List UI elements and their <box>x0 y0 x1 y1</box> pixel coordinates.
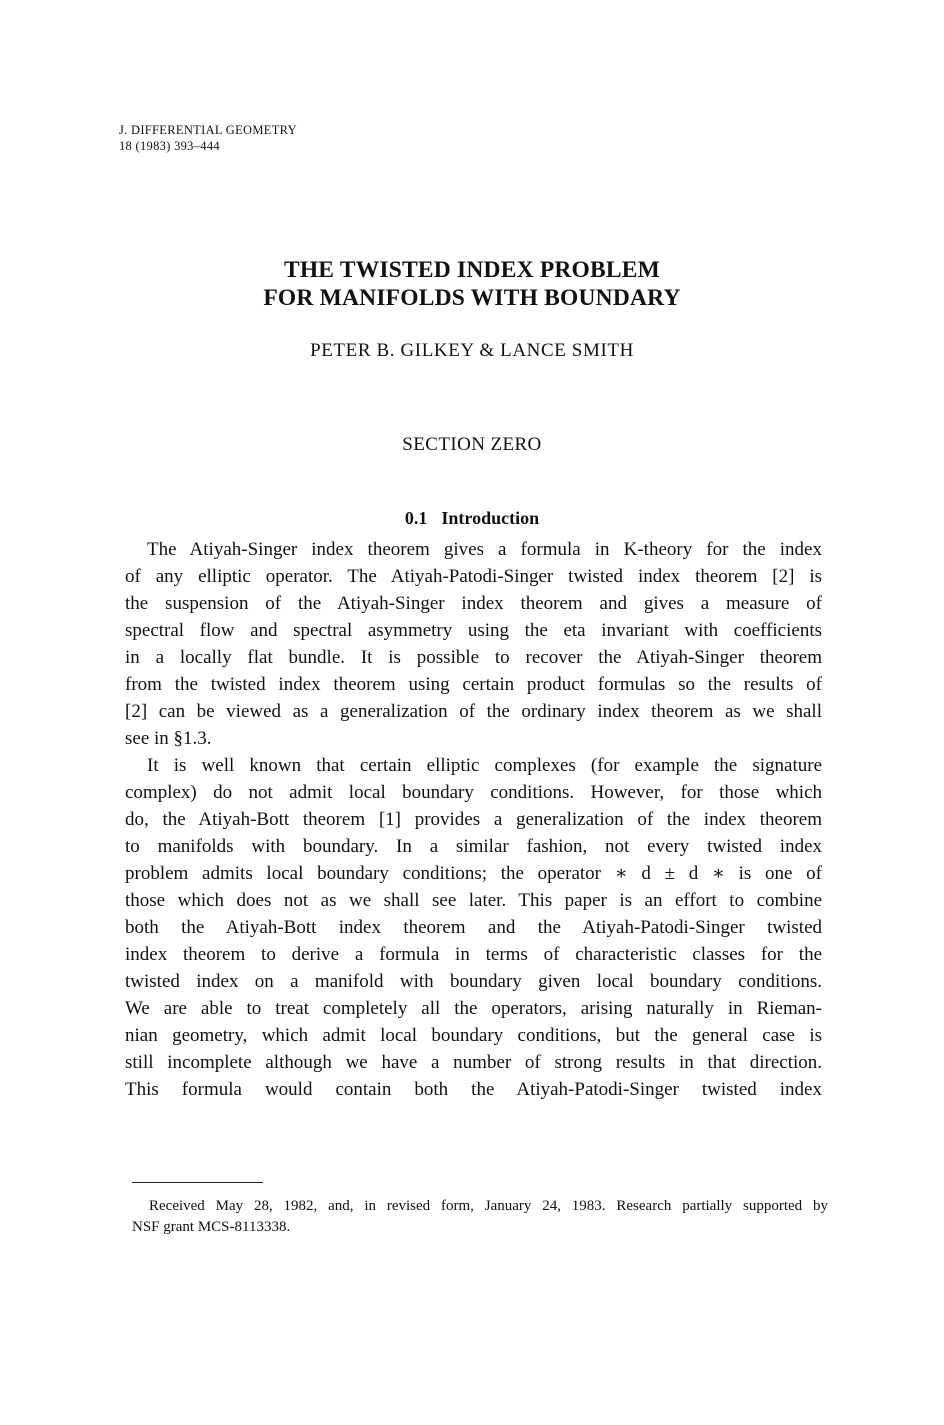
footnote-line: Received May 28, 1982, and, in revised form, January 24, 1983. Research partially supported by <box>149 1198 828 1214</box>
text-line: The Atiyah-Singer index theorem gives a formula in K-theory for the index <box>147 539 822 560</box>
text-line: nian geometry, which admit local boundary conditions, but the general case is <box>125 1025 822 1046</box>
text-line: It is well known that certain elliptic complexes (for example the signature <box>147 755 822 776</box>
subsection-title: Introduction <box>441 508 540 528</box>
text-line: both the Atiyah-Bott index theorem and the Atiyah-Patodi-Singer twisted <box>125 917 822 938</box>
journal-name: J. DIFFERENTIAL GEOMETRY <box>119 123 297 137</box>
section-heading: SECTION ZERO <box>402 434 542 455</box>
text-line: twisted index on a manifold with boundary given local boundary conditions. <box>125 971 822 992</box>
paragraph <box>125 752 822 1103</box>
text-line: to manifolds with boundary. In a similar fashion, not every twisted index <box>125 836 822 857</box>
text-line: in a locally flat bundle. It is possible to recover the Atiyah-Singer theorem <box>125 647 822 668</box>
title-line-2: FOR MANIFOLDS WITH BOUNDARY <box>263 285 681 311</box>
paragraph <box>125 536 822 752</box>
journal-citation: 18 (1983) 393–444 <box>119 139 220 153</box>
text-line: still incomplete although we have a number of strong results in that direction. <box>125 1052 822 1073</box>
footnote-line: NSF grant MCS-8113338. <box>132 1219 291 1235</box>
text-line: spectral flow and spectral asymmetry using the eta invariant with coefficients <box>125 620 822 641</box>
journal-header <box>119 122 297 154</box>
text-line: complex) do not admit local boundary conditions. However, for those which <box>125 782 822 803</box>
text-line: do, the Atiyah-Bott theorem [1] provides a generalization of the index theorem <box>125 809 822 830</box>
text-line: [2] can be viewed as a generalization of the ordinary index theorem as we shall <box>125 701 822 722</box>
paper-title <box>0 256 944 312</box>
text-line: see in §1.3. <box>125 728 212 749</box>
text-line: problem admits local boundary conditions; the operator ∗ d ± d ∗ is one of <box>125 863 822 884</box>
text-line: This formula would contain both the Atiyah-Patodi-Singer twisted index <box>125 1079 822 1100</box>
text-line: from the twisted index theorem using certain product formulas so the results of <box>125 674 822 695</box>
subsection-number: 0.1 <box>404 508 428 528</box>
authors: PETER B. GILKEY & LANCE SMITH <box>310 340 634 361</box>
text-line: index theorem to derive a formula in terms of characteristic classes for the <box>125 944 822 965</box>
subsection-heading <box>0 508 944 529</box>
title-line-1: THE TWISTED INDEX PROBLEM <box>283 257 661 283</box>
text-line: We are able to treat completely all the operators, arising naturally in Rieman- <box>125 998 822 1019</box>
footnote-rule <box>132 1182 263 1183</box>
footnote <box>132 1196 828 1238</box>
body-text <box>125 536 822 1103</box>
text-line: of any elliptic operator. The Atiyah-Patodi-Singer twisted index theorem [2] is <box>125 566 822 587</box>
text-line: those which does not as we shall see later. This paper is an effort to combine <box>125 890 822 911</box>
text-line: the suspension of the Atiyah-Singer index theorem and gives a measure of <box>125 593 822 614</box>
